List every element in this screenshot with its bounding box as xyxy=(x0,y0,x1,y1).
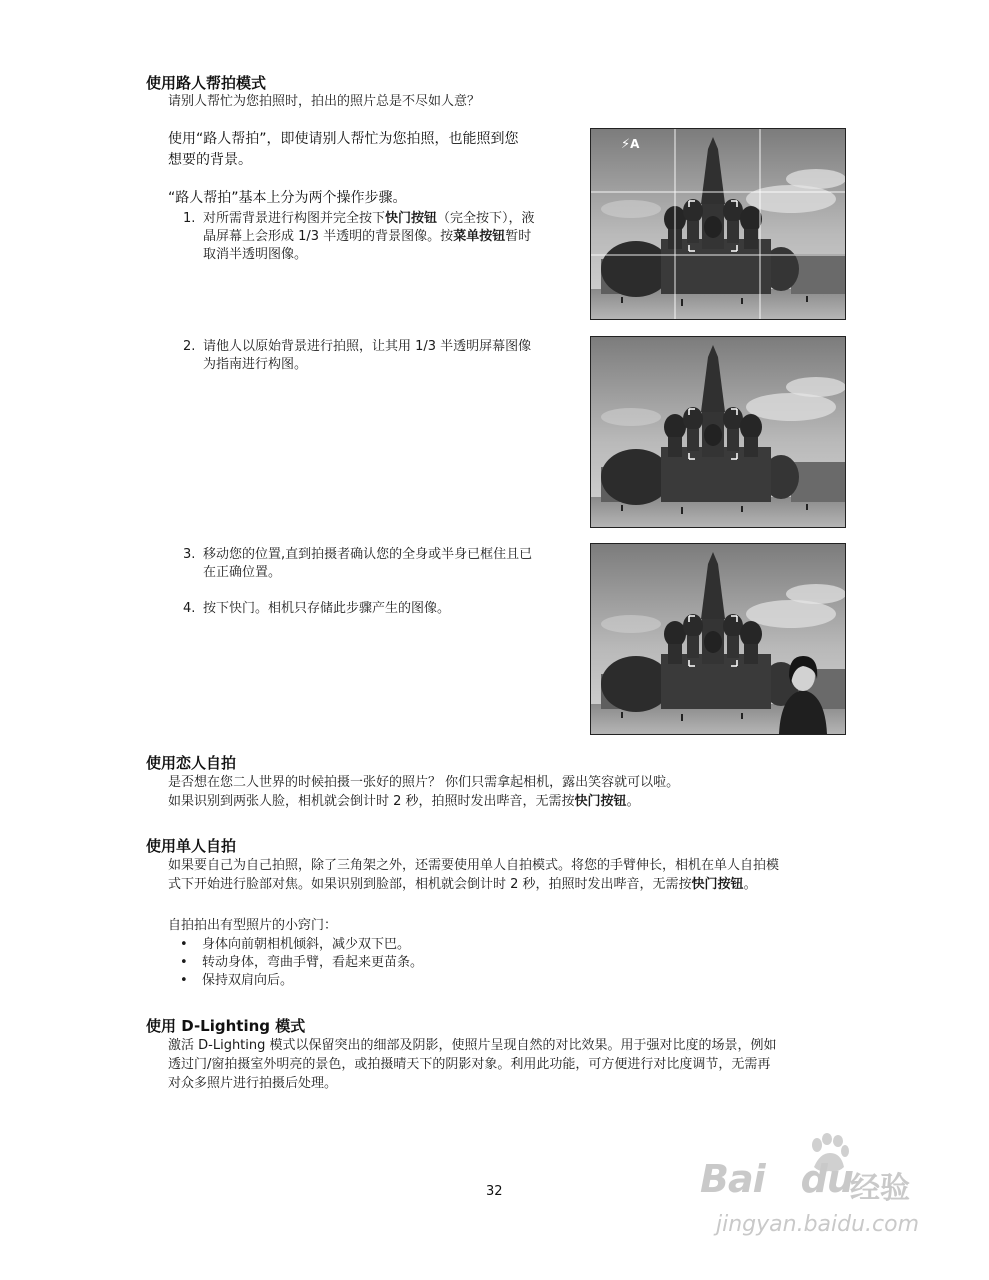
photo-semi-transparent-guide xyxy=(590,336,846,528)
step-text: 为指南进行构图。 xyxy=(203,357,308,372)
single-line-2 xyxy=(168,876,757,894)
brand-logo xyxy=(700,1157,853,1201)
watermark-url: jingyan.baidu.com xyxy=(716,1212,920,1237)
section-title-single-selfie: 使用单人自拍 xyxy=(146,837,237,855)
dlighting-line-3: 对众多照片进行拍摄后处理。 xyxy=(168,1076,338,1091)
dlighting-line-2: 透过门/窗拍摄室外明亮的景色，或拍摄晴天下的阴影对象。利用此功能，可方便进行对比度调节，无需再 xyxy=(168,1057,771,1072)
step-text: 移动您的位置,直到拍摄者确认您的全身或半身已框住且已 xyxy=(203,547,533,562)
section-title-passerby: 使用路人帮拍模式 xyxy=(146,74,267,92)
text-run: 如果识别到两张人脸，相机就会倒计时 2 秒，拍照时发出哔音，无需按 xyxy=(168,794,575,809)
text-run: 式下开始进行脸部对焦。如果识别到脸部，相机就会倒计时 2 秒，拍照时发出哔音，无需按 xyxy=(168,877,692,892)
photo-background-composition xyxy=(590,128,846,320)
couple-line-1: 是否想在您二人世界的时候拍摄一张好的照片？ 你们只需拿起相机，露出笑容就可以啦。 xyxy=(168,775,680,790)
steps-intro: “路人帮拍”基本上分为两个操作步骤。 xyxy=(168,190,407,206)
photo-final-with-person xyxy=(590,543,846,735)
tips-list xyxy=(180,936,423,990)
shutter-button-term: 快门按钮 xyxy=(691,877,744,892)
tips-title: 自拍拍出有型照片的小窍门： xyxy=(168,918,338,933)
bullet: • xyxy=(180,973,188,988)
tip-text: 身体向前朝相机倾斜，减少双下巴。 xyxy=(202,937,411,952)
step-3 xyxy=(183,546,583,582)
step-4 xyxy=(183,600,583,618)
shutter-button-term: 快门按钮 xyxy=(385,211,438,226)
baidu-jingyan-watermark xyxy=(700,1133,940,1213)
step-number: 3. xyxy=(183,547,196,562)
step-text: 对所需背景进行构图并完全按下 xyxy=(203,211,386,226)
step-text: （完全按下），液 xyxy=(437,211,535,226)
section-subtitle-passerby: 请别人帮忙为您拍照时，拍出的照片总是不尽如人意？ xyxy=(168,94,481,109)
step-number: 1. xyxy=(183,211,196,226)
text-run: 。 xyxy=(626,794,640,809)
bullet: • xyxy=(180,955,188,970)
list-item xyxy=(180,972,423,990)
flash-auto-icon: ⚡A xyxy=(621,137,640,152)
step-text: 暂时 xyxy=(505,229,532,244)
brand-right: du xyxy=(800,1157,853,1201)
couple-line-2 xyxy=(168,793,640,811)
tip-text: 保持双肩向后。 xyxy=(202,973,294,988)
step-text: 晶屏幕上会形成 1/3 半透明的背景图像。按 xyxy=(203,229,454,244)
flash-mode-label: A xyxy=(630,137,640,151)
page-number: 32 xyxy=(486,1184,503,1199)
list-item xyxy=(180,954,423,972)
intro-line-2: 想要的背景。 xyxy=(168,152,252,168)
section-title-d-lighting: 使用 D-Lighting 模式 xyxy=(146,1017,306,1035)
shutter-button-term: 快门按钮 xyxy=(574,794,627,809)
tip-text: 转动身体，弯曲手臂，看起来更苗条。 xyxy=(202,955,424,970)
bullet: • xyxy=(180,937,188,952)
list-item xyxy=(180,936,423,954)
brand-cn: 经验 xyxy=(850,1171,910,1206)
single-line-1: 如果要自己为自己拍照，除了三角架之外，还需要使用单人自拍模式。将您的手臂伸长，相机在单人自拍模 xyxy=(168,858,780,873)
step-number: 2. xyxy=(183,339,196,354)
dlighting-line-1: 激活 D-Lighting 模式以保留突出的细部及阴影，使照片呈现自然的对比效果。用于强对比度的场景，例如 xyxy=(168,1038,777,1053)
menu-button-term: 菜单按钮 xyxy=(453,229,506,244)
brand-left: Bai xyxy=(700,1157,765,1201)
step-text: 在正确位置。 xyxy=(203,565,282,580)
intro-line-1: 使用“路人帮拍”，即使请别人帮忙为您拍照，也能照到您 xyxy=(168,131,519,147)
step-2 xyxy=(183,338,583,374)
step-text: 按下快门。相机只存储此步骤产生的图像。 xyxy=(203,601,451,616)
step-1 xyxy=(183,210,583,264)
step-text: 取消半透明图像。 xyxy=(203,247,308,262)
text-run: 。 xyxy=(743,877,757,892)
step-text: 请他人以原始背景进行拍照，让其用 1/3 半透明屏幕图像 xyxy=(203,339,532,354)
section-title-couple-selfie: 使用恋人自拍 xyxy=(146,754,237,772)
step-number: 4. xyxy=(183,601,196,616)
